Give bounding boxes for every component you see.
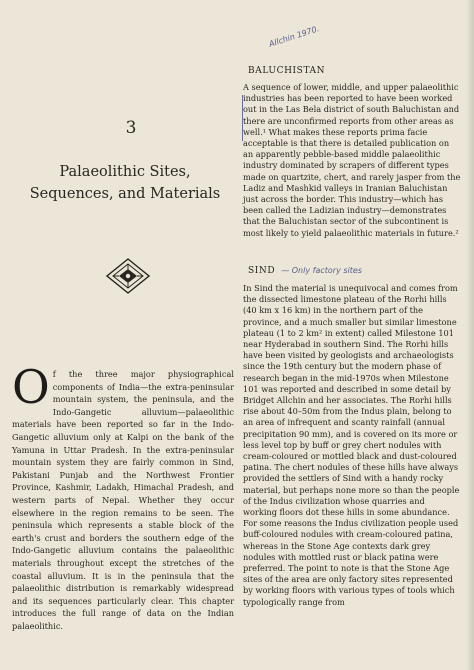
chapter-title-line2: Sequences, and Materials	[29, 186, 221, 202]
intro-paragraph	[12, 360, 234, 632]
drop-cap: O	[12, 360, 50, 414]
chapter-title	[20, 161, 230, 205]
intro-text: f the three major physiographical components of India—the extra-peninsular mountain system, the peninsula, and the Indo-Gangetic alluvium—palaeolithic materials have been reported so far in the Indo-Gangetic alluvium only at Kalpi on the bank of the Yamuna in Uttar Pradesh. In the extra-peninsular mountain system they are fairly common in Sind, Pakistani Punjab and the Northwest Frontier Province, Kashmir, Ladakh, Himachal Pradesh, and western parts of Nepal. Whether they occur elsewhere in the region remains to be seen. The peninsula which represents a stable block of the earth's crust and borders the southern edge of the Indo-Gangetic alluvium contains the palaeolithic materials throughout except the stretches of the coastal alluvium. It is in the peninsula that the palaeolithic distribution is remarkably widespread and its sequences particularly clear. This chapter introduces the full range of data on the Indian palaeolithic.	[12, 369, 234, 631]
baluchistan-paragraph: A sequence of lower, middle, and upper palaeolithic industries has been reported to have been worked out in the Las Bela district of south Baluchistan and there are unconfirmed reports from other areas as well.¹ What makes these reports prima facie acceptable is that there is detailed publication on an apparently pebble-based middle palaeolithic industry dominated by scrapers of different types made on quartzite, chert, and rarely jasper from the Ladiz and Mashkid valleys in Iranian Baluchistan just across the border. This industry—which has been called the Ladizian industry—demonstrates that the Baluchistan sector of the subcontinent is most likely to yield palaeolithic materials in future.²	[243, 82, 461, 238]
chapter-number: 3	[125, 118, 137, 138]
section-heading-sind: SIND	[248, 266, 276, 276]
section-heading-sind-wrap	[248, 266, 362, 276]
handwritten-annotation: Allchin 1970.	[267, 24, 321, 49]
decorative-ornament-icon	[106, 258, 150, 294]
section-heading-baluchistan: BALUCHISTAN	[248, 66, 326, 76]
sind-paragraph: In Sind the material is unequivocal and comes from the dissected limestone plateau of the Rorhi hills (40 km x 16 km) in the northern part of the province, and a much smaller but similar limestone plateau (1 to 2 km² in extent) called Milestone 101 near Hyderabad in southern Sind. The Rorhi hills have been visited by geologists and archaeologists since the 19th century but the modern phase of research began in the mid-1970s when Milestone 101 was reported and described in some detail by Bridget Allchin and her associates. The Rorhi hills rise about 40–50m from the Indus plain, belong to an area of infrequent and scanty rainfall (annual precipitation 90 mm), and is covered on its more or less level top by buff or grey chert nodules with cream-coloured or mottled black and dust-coloured patina. The chert nodules of these hills have always provided the settlers of Sind with a handy rocky material, but perhaps none more so than the people of the Indus civilization whose quarries and working floors dot these hills in some abundance. For some reasons the Indus civilization people used buff-coloured nodules with cream-coloured patina, whereas in the Stone Age contexts dark grey nodules with mottled rust or black patina were preferred. The point to note is that the Stone Age sites of the area are only factory sites represented by working floors with various types of tools which typologically range from	[243, 283, 460, 607]
chapter-title-line1: Palaeolithic Sites,	[59, 164, 191, 180]
page-edge-shadow	[466, 0, 474, 670]
handwritten-note: — Only factory sites	[281, 266, 362, 275]
